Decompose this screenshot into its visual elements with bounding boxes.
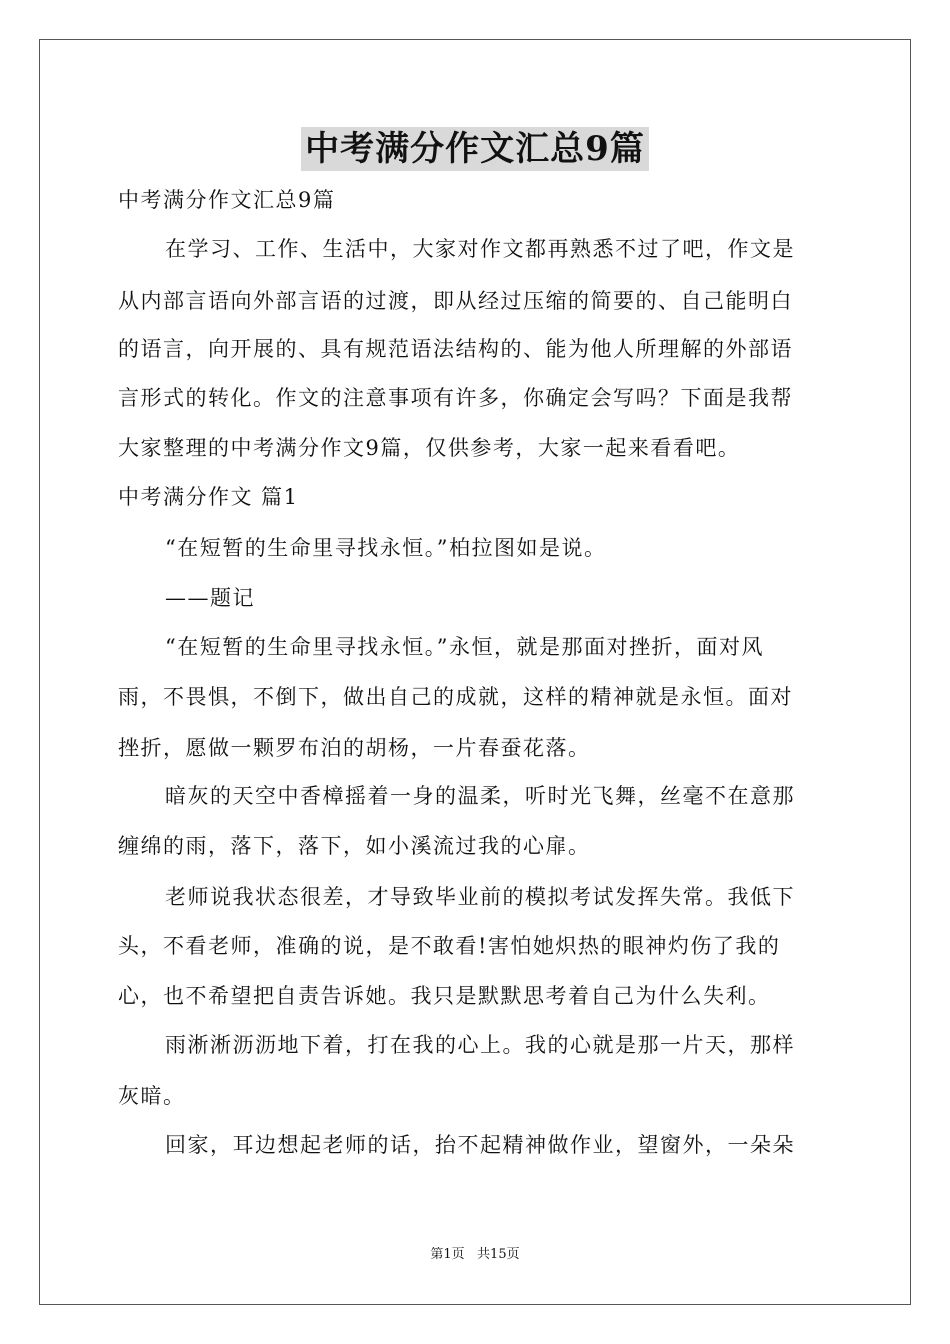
paragraph-line: 在学习、工作、生活中，大家对作文都再熟悉不过了吧，作文是 <box>165 237 795 261</box>
paragraph-line: 言形式的转化。作文的注意事项有许多，你确定会写吗？下面是我帮 <box>118 386 793 410</box>
paragraph-line: 回家，耳边想起老师的话，抬不起精神做作业，望窗外，一朵朵 <box>165 1133 795 1157</box>
title-block <box>0 127 950 171</box>
paragraph-line: 灰暗。 <box>118 1084 186 1108</box>
paragraph-line: 从内部言语向外部言语的过渡，即从经过压缩的简要的、自己能明白 <box>118 289 793 313</box>
page-border <box>39 39 911 1305</box>
section-heading: 中考满分作文 篇1 <box>118 485 299 509</box>
document-title: 中考满分作文汇总9篇 <box>301 127 649 171</box>
paragraph-line: 的语言，向开展的、具有规范语法结构的、能为他人所理解的外部语 <box>118 337 793 361</box>
paragraph-line: 缠绵的雨，落下，落下，如小溪流过我的心扉。 <box>118 834 591 858</box>
paragraph-line: 大家整理的中考满分作文9篇，仅供参考，大家一起来看看吧。 <box>118 436 741 460</box>
paragraph-line: 雨淅淅沥沥地下着，打在我的心上。我的心就是那一片天，那样 <box>165 1033 795 1057</box>
paragraph-line: 雨，不畏惧，不倒下，做出自己的成就，这样的精神就是永恒。面对 <box>118 685 793 709</box>
quote-line: “在短暂的生命里寻找永恒。”柏拉图如是说。 <box>165 536 607 560</box>
paragraph-line: “在短暂的生命里寻找永恒。”永恒，就是那面对挫折，面对风 <box>165 635 764 659</box>
page-number: 第1页 共15页 <box>430 1247 520 1262</box>
paragraph-line: 挫折，愿做一颗罗布泊的胡杨，一片春蚕花落。 <box>118 736 591 760</box>
subtitle-line: 中考满分作文汇总9篇 <box>118 188 336 212</box>
paragraph-line: 头，不看老师，准确的说，是不敢看!害怕她炽热的眼神灼伤了我的 <box>118 934 781 958</box>
paragraph-line: 暗灰的天空中香樟摇着一身的温柔，听时光飞舞，丝毫不在意那 <box>165 784 795 808</box>
page-footer <box>0 1246 950 1264</box>
paragraph-line: 心，也不希望把自责告诉她。我只是默默思考着自己为什么失利。 <box>118 984 771 1008</box>
paragraph-line: 老师说我状态很差，才导致毕业前的模拟考试发挥失常。我低下 <box>165 885 795 909</box>
epigraph-line: ——题记 <box>165 586 255 610</box>
